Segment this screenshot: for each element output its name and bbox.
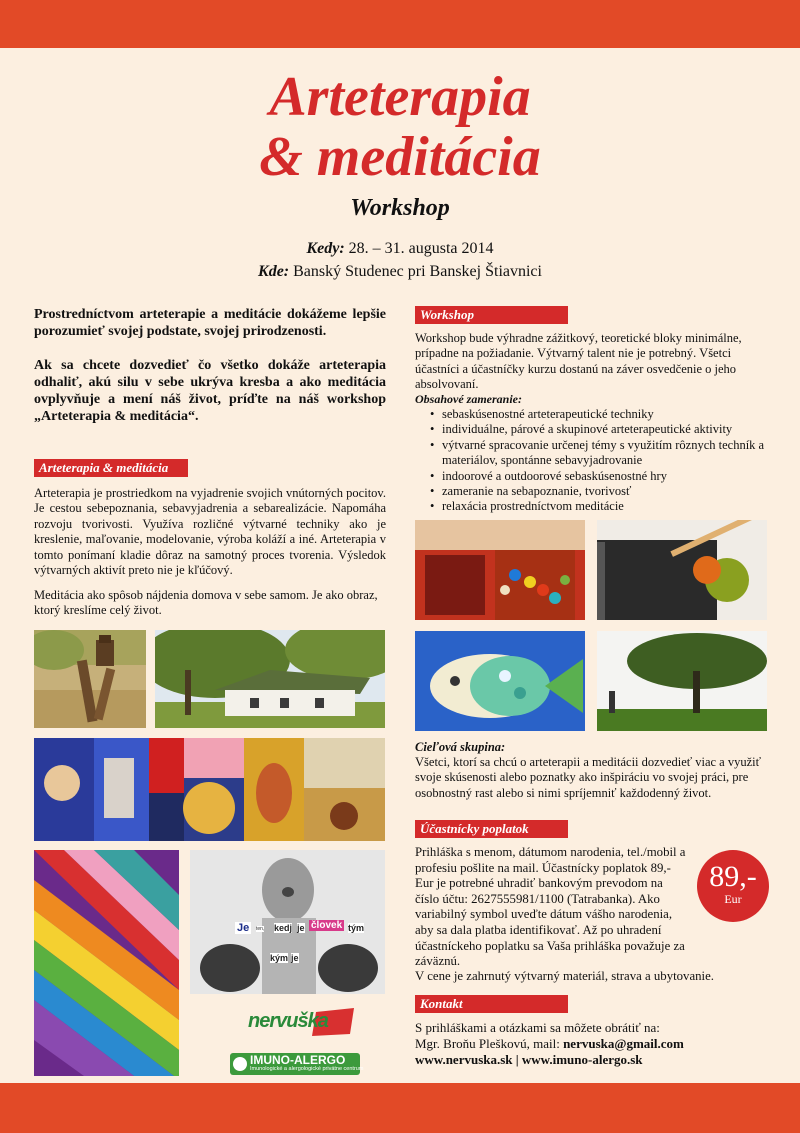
target-group-label: Cieľová skupina: [415, 740, 506, 754]
fee-included-text: V cene je zahrnutý výtvarný materiál, strava a ubytovanie. [415, 969, 714, 983]
contact-email[interactable]: nervuska@gmail.com [563, 1036, 684, 1051]
bottom-color-band [0, 1083, 800, 1133]
workshop-description: Workshop bude výhradne zážitkový, teoretické bloky minimálne, prípadne na požiadanie. Výtvarný talent nie je potrebný. Všetci účastníci a účastníčky kurzu dostanú na záver osvedčenie o jeho absolvovaní. [415, 331, 742, 392]
imuno-alergo-logo [230, 1053, 364, 1075]
photo-word-4: je [297, 923, 305, 933]
price-badge [697, 850, 769, 922]
nervuska-logo [246, 1008, 354, 1036]
photo-word-3: kedj [274, 923, 293, 933]
photo-word-2: ten, [256, 926, 265, 932]
title-line-2: & meditácia [259, 126, 541, 188]
date-label: Kedy: [306, 240, 345, 257]
nervuska-logo-text: nervuška [248, 1010, 328, 1032]
fee-text: Prihláška s menom, dátumom narodenia, tel./mobil a profesiu pošlite na mail. Účastnícky poplatok 89,- Eur je potrebné uhradiť bankovým prevodom na číslo účtu: 2627555981/1100 (Tatrabanka). Ako variabilný symbol uveďte dátum vášho narodenia, aby sa dala platba identifikovať. Až po uhradení účastníckeho poplatku sa Vaša prihláška považuje za záväznú. [415, 845, 686, 969]
contact-name: Mgr. Broňu Pleškovú, mail: [415, 1036, 564, 1051]
website-separator: | [512, 1052, 522, 1067]
contact-websites [415, 1051, 775, 1068]
place-value: Banský Studenec pri Banskej Štiavnici [289, 263, 542, 280]
photo-wooden-totem [34, 630, 146, 728]
event-place [0, 263, 800, 281]
section-heading-fee: Účastnícky poplatok [415, 820, 568, 838]
photo-boy-boxing-gloves [190, 850, 385, 994]
list-item: • individuálne, párové a skupinové arteterapeutické aktivity [428, 422, 773, 437]
date-value: 28. – 31. augusta 2014 [344, 240, 494, 257]
section-heading-workshop: Workshop [415, 306, 568, 324]
price-currency: Eur [724, 892, 742, 906]
tree-icon [233, 1057, 247, 1071]
meditation-paragraph: Meditácia ako spôsob nájdenia domova v sebe samom. Je ako obraz, ktorý kreslíme celý život. [34, 588, 378, 618]
subtitle: Workshop [350, 195, 450, 221]
section-heading-art: Arteterapia & meditácia [34, 459, 188, 477]
list-item: • zameranie na sebapoznanie, tvorivosť [428, 484, 773, 499]
list-item: • sebaskúsenostné arteterapeutické techniky [428, 407, 773, 422]
website-link-imuno[interactable]: www.imuno-alergo.sk [521, 1052, 643, 1067]
photo-word-7: kým [270, 953, 289, 963]
title-line-1: Arteterapia [269, 66, 531, 128]
photo-word-5: človek [311, 920, 343, 931]
list-item: • výtvarné spracovanie určenej témy s využitím rôznych techník a materiálov, spontánne sebavyjadrovanie [428, 438, 773, 469]
photo-tree-meadow [597, 631, 767, 731]
photo-notebook-pencil [597, 520, 767, 620]
list-item: • indoorové a outdoorové sebaskúsenostné hry [428, 469, 773, 484]
art-paragraph: Arteterapia je prostriedkom na vyjadrenie svojich vnútorných pocitov. Je cestou sebepoznania, sebavyjadrenia a sebarealizácie. Napomáha rozvoju tvorivosti. Využíva rozličné výtvarné techniky ako je kreslenie, maľovanie, modelovanie, výroba koláží a iné. Arteterapia v tomto ponímaní kladie dôraz na samotný proces tvorenia. Výsledok výtvarných aktivít preto nie je kľúčový. [34, 486, 386, 578]
top-color-band [0, 0, 800, 48]
content-focus-list [428, 407, 773, 515]
section-heading-contact: Kontakt [415, 995, 568, 1013]
intro-paragraph-2: Ak sa chcete dozvedieť čo všetko dokáže arteterapia odhaliť, akú silu v sebe ukrýva kresba a ako meditácia ovplyvňuje a mení náš život, príďte na náš workshop „Arteterapia & meditácia“. [34, 358, 386, 424]
photo-button-fish [415, 631, 585, 731]
photo-word-1: Je [237, 922, 250, 934]
content-focus-label: Obsahové zameranie: [415, 392, 522, 406]
place-label: Kde: [258, 263, 290, 280]
intro-paragraph-1: Prostredníctvom arteterapie a meditácie dokážeme lepšie porozumieť svojej podstate, svojej prirodzenosti. [34, 307, 386, 339]
list-item: • relaxácia prostredníctvom meditácie [428, 499, 773, 514]
imuno-logo-name: IMUNO-ALERGO [250, 1053, 346, 1067]
event-date [0, 240, 800, 258]
imuno-logo-tagline: Imunologické a alergologické privátne centrum [250, 1066, 364, 1072]
contact-line-2 [415, 1035, 775, 1052]
photo-crochet-blanket [34, 850, 179, 1076]
photo-word-8: je [291, 953, 299, 963]
contact-line-1: S prihláškami a otázkami sa môžete obrátiť na: [415, 1020, 660, 1035]
photo-word-6: tým [348, 923, 365, 933]
photo-cottage [155, 630, 385, 728]
target-group-text: Všetci, ktorí sa chcú o arteterapii a meditácii dozvedieť viac a využiť svoje skúsenosti alebo poznatky ako inšpiráciu vo svojej práci, pre osobnostný rast alebo si nimi spríjemniť každodenný život. [415, 755, 761, 800]
price-amount: 89,- [709, 860, 757, 893]
website-link-nervuska[interactable]: www.nervuska.sk [415, 1052, 513, 1067]
photo-beads-box [415, 520, 585, 620]
photo-art-collage [34, 738, 385, 841]
